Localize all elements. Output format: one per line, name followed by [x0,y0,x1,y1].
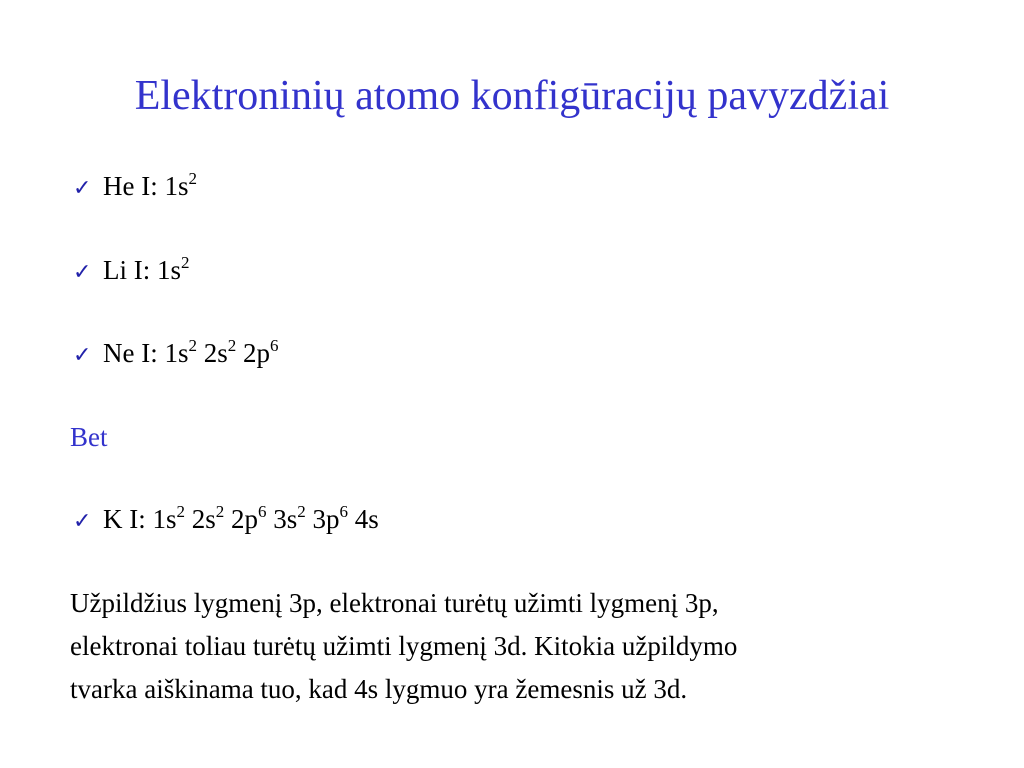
orbital-text: K I: 1s [103,504,177,534]
checkmark-icon: ✓ [73,343,92,368]
electron-count-superscript: 2 [176,502,185,521]
orbital-text: He I: 1s [103,171,189,201]
checkmark-icon: ✓ [73,509,92,534]
electron-count-superscript: 2 [297,502,306,521]
slide-title: Elektroninių atomo konfigūracijų pavyzdžiai [134,73,890,119]
orbital-text: 2s [185,504,216,534]
checkmark-icon: ✓ [73,260,92,285]
electron-count-superscript: 6 [258,502,267,521]
electron-count-superscript: 6 [270,336,279,355]
electron-count-superscript: 2 [181,253,190,272]
config-item-ne [73,335,279,374]
electron-count-superscript: 2 [188,169,197,188]
config-formula [103,255,190,285]
config-formula [103,171,197,201]
config-item-li [73,252,190,291]
electron-count-superscript: 2 [227,336,237,355]
orbital-text: 2p [224,504,259,534]
orbital-text: 2p [236,338,270,368]
orbital-text: Li I: 1s [103,255,181,285]
paragraph-line: tvarka aiškinama tuo, kad 4s lygmuo yra žemesnis už 3d. [70,674,688,704]
bet-label: Bet [70,422,108,452]
checkmark-icon: ✓ [73,176,92,201]
paragraph-line: Užpildžius lygmenį 3p, elektronai turėtų užimti lygmenį 3p, [70,588,719,618]
config-item-k [73,501,379,540]
electron-count-superscript: 6 [339,502,349,521]
electron-count-superscript: 2 [215,502,225,521]
config-item-he [73,168,197,207]
config-formula [103,338,279,368]
electron-count-superscript: 2 [188,336,197,355]
config-formula [103,504,379,534]
orbital-text: 4s [348,504,379,534]
orbital-text: 2s [196,338,228,368]
explanation-paragraph [70,582,970,711]
orbital-text: Ne I: 1s [103,338,189,368]
orbital-text: 3p [305,504,340,534]
paragraph-line: elektronai toliau turėtų užimti lygmenį 3d. Kitokia užpildymo [70,631,738,661]
orbital-text: 3s [266,504,298,534]
